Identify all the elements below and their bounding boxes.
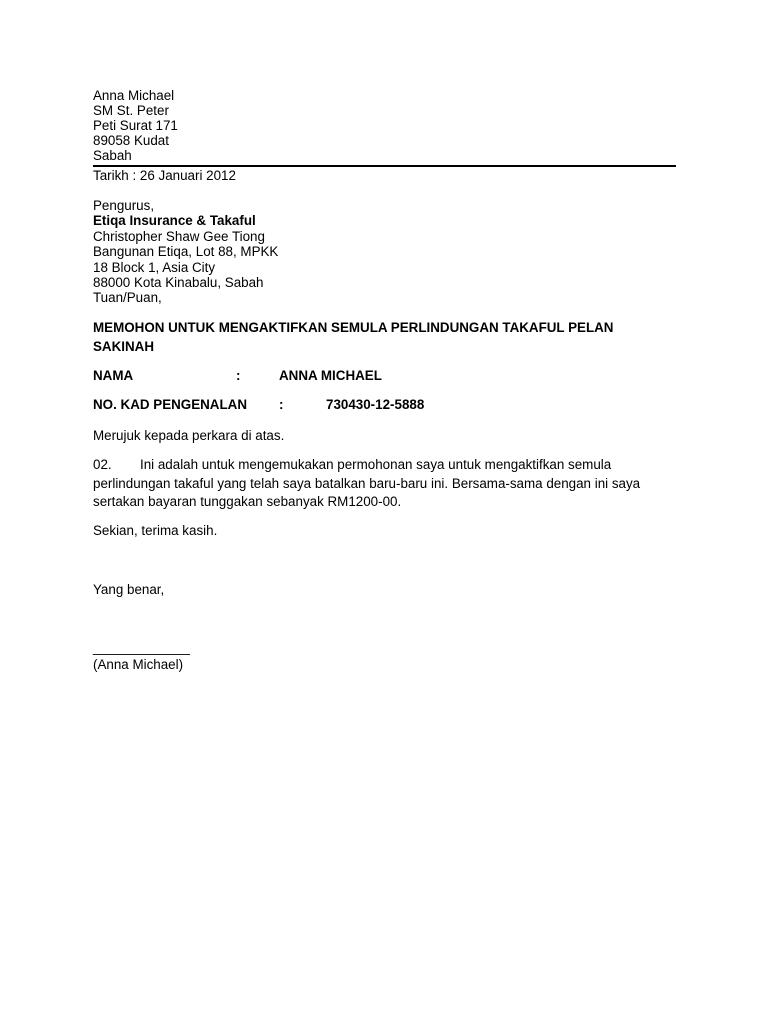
closing-line: Sekian, terima kasih. [93,523,218,538]
yours-line: Yang benar, [93,582,165,597]
sender-postcode-city: 89058 Kudat [93,133,169,148]
sender-name: Anna Michael [93,88,175,103]
paragraph-line-1: Ini adalah untuk mengemukakan permohonan saya untuk mengaktifkan semula [140,457,612,472]
recipient-title: Pengurus, [93,198,155,213]
paragraph-number: 02. [93,457,112,472]
recipient-company: Etiqa Insurance & Takaful [93,213,256,228]
subject-line-1: MEMOHON UNTUK MENGAKTIFKAN SEMULA PERLINDUNGAN TAKAFUL PELAN [93,320,614,335]
recipient-address-line-1: Bangunan Etiqa, Lot 88, MPKK [93,244,279,259]
name-label: NAMA [93,368,134,383]
recipient-person: Christopher Shaw Gee Tiong [93,229,265,244]
name-value: ANNA MICHAEL [279,368,382,383]
paragraph-line-3: sertakan bayaran tunggakan sebanyak RM1200-00. [93,494,402,509]
sender-pobox: Peti Surat 171 [93,118,178,133]
reference-line: Merujuk kepada perkara di atas. [93,428,285,443]
ic-value: 730430-12-5888 [326,397,425,412]
signature-line: _____________ [93,640,190,655]
sender-org: SM St. Peter [93,103,169,118]
ic-label: NO. KAD PENGENALAN [93,397,247,412]
recipient-address-line-2: 18 Block 1, Asia City [93,260,216,275]
subject-line-2: SAKINAH [93,339,155,354]
header-divider [93,165,676,167]
signer-name: (Anna Michael) [93,657,184,672]
salutation: Tuan/Puan, [93,290,162,305]
ic-colon: : [279,397,284,412]
paragraph-line-2: perlindungan takaful yang telah saya batalkan baru-baru ini. Bersama-sama dengan ini saya [93,476,641,491]
recipient-address-line-3: 88000 Kota Kinabalu, Sabah [93,275,264,290]
name-colon: : [236,368,241,383]
letter-date: Tarikh : 26 Januari 2012 [93,168,236,183]
sender-state: Sabah [93,148,132,163]
